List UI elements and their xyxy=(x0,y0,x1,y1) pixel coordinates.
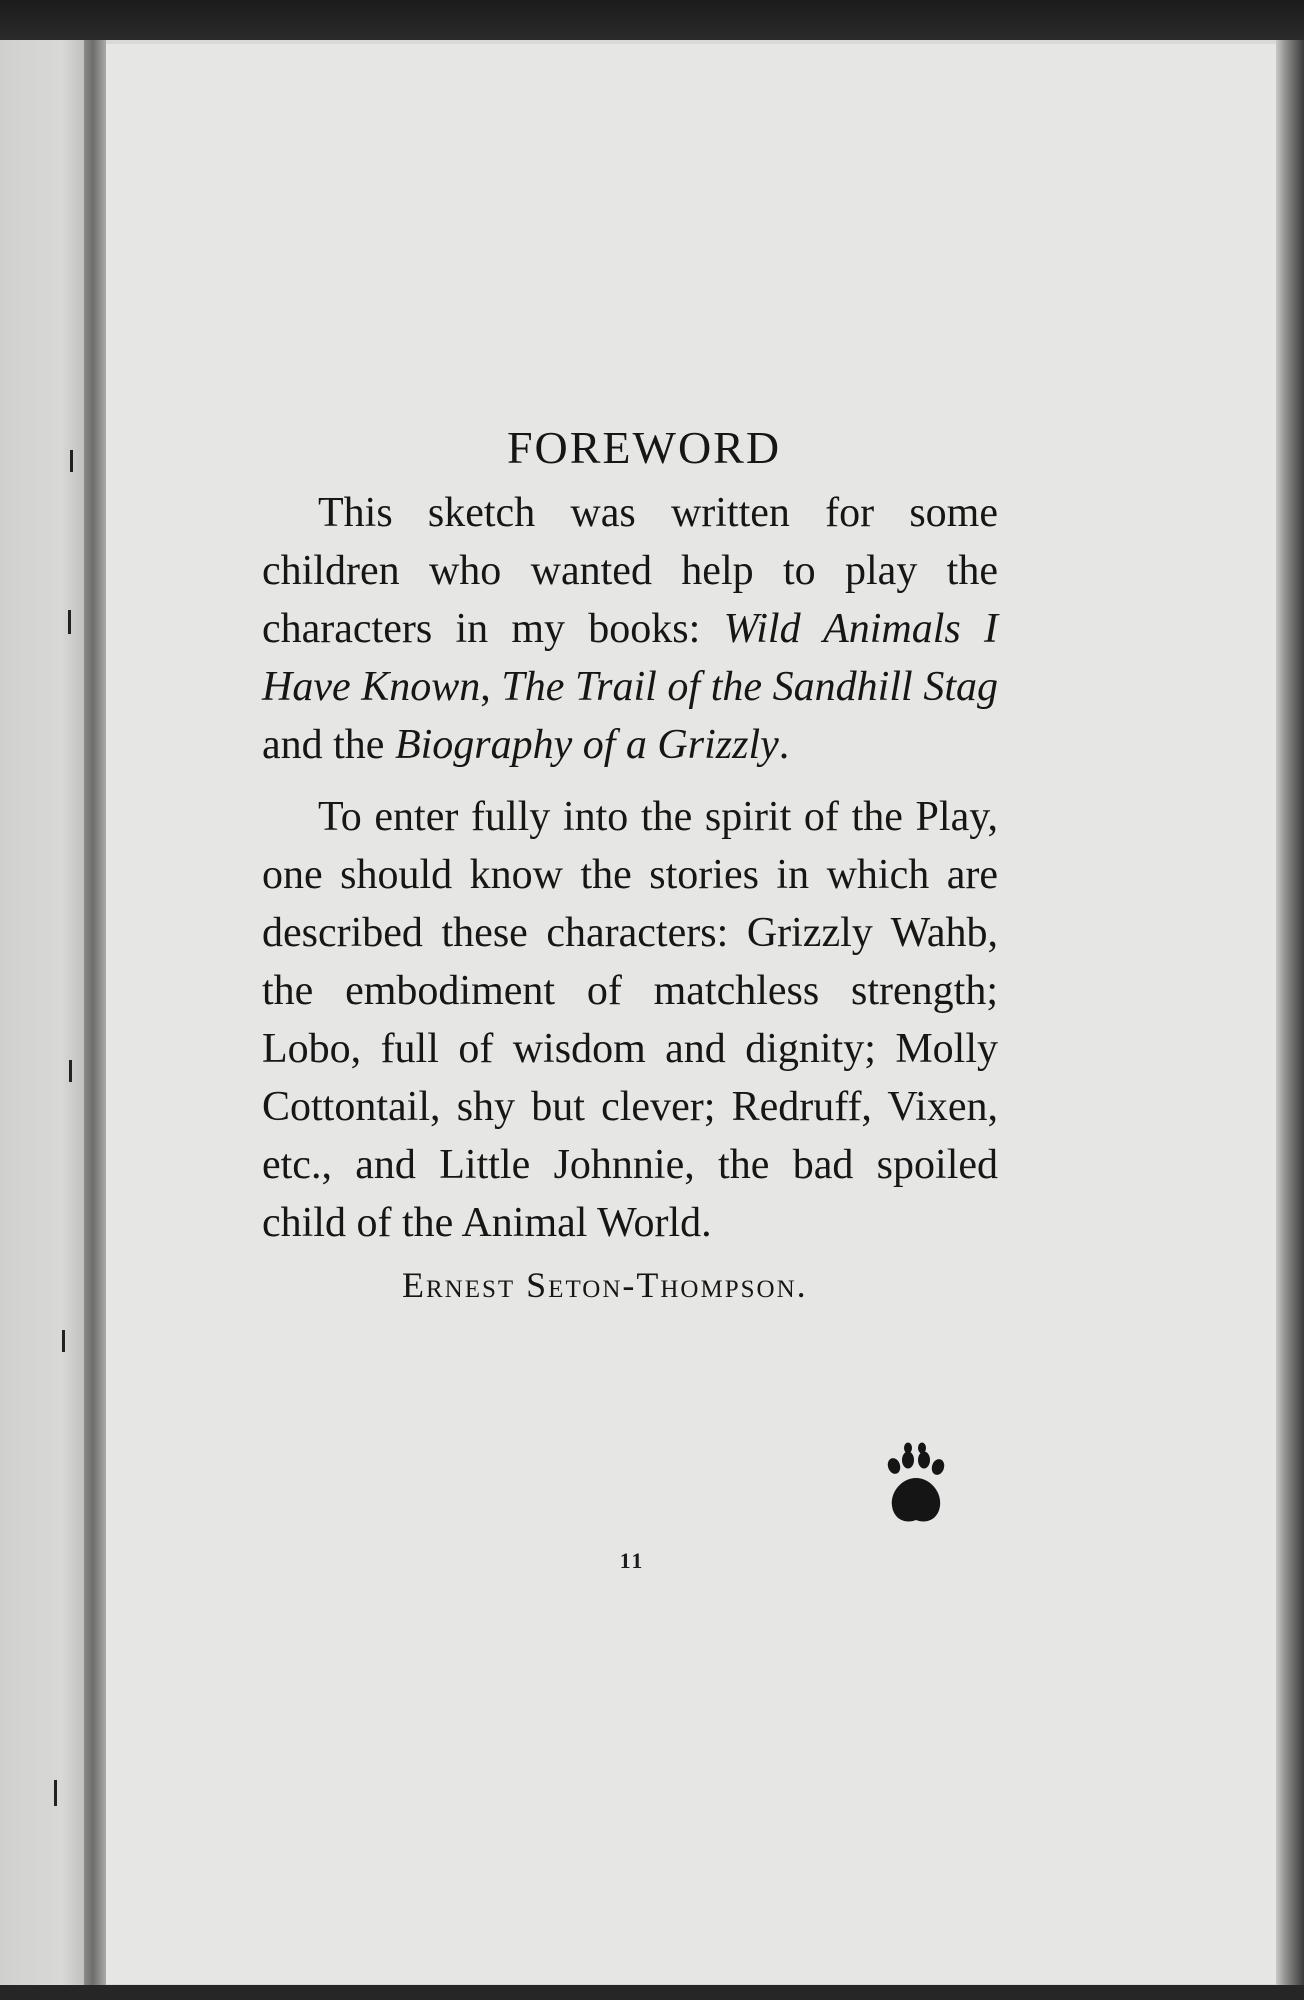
facing-page-mark xyxy=(62,1330,65,1352)
paragraph-text: and the xyxy=(262,722,395,768)
scan-top-edge xyxy=(0,0,1304,40)
scan-bottom-edge xyxy=(0,1985,1304,2000)
facing-page-mark xyxy=(70,450,73,472)
paragraph-text: This sketch was written for some children who wanted help to play the characters in my books: xyxy=(262,490,998,652)
paw-print-icon xyxy=(880,1440,952,1530)
page-title: FOREWORD xyxy=(506,422,782,473)
facing-page-mark xyxy=(54,1780,57,1806)
book-title: The Trail of the Sandhill Stag xyxy=(501,664,998,710)
paragraph-text: , xyxy=(480,664,502,710)
foreword-paragraph-1 xyxy=(262,484,998,774)
facing-page-mark xyxy=(68,610,71,634)
facing-page-strip xyxy=(0,40,88,1985)
page-number: 11 xyxy=(619,1548,645,1573)
page-right-edge xyxy=(1276,40,1304,1985)
author-signature: Ernest Seton-Thompson. xyxy=(402,1265,808,1305)
paragraph-text: . xyxy=(778,722,790,768)
book-gutter xyxy=(84,40,106,1985)
foreword-paragraph-2: To enter fully into the spirit of the Play, one should know the stories in which are described these characters: Grizzly Wahb, the embodiment of matchless strength; Lobo, full of wisdom and dignity; Molly Cottontail, shy but clever; Redruff, Vixen, etc., and Little Johnnie, the bad spoiled child of the Animal World. xyxy=(262,794,998,1246)
page-body xyxy=(262,420,998,1310)
facing-page-mark xyxy=(69,1060,72,1082)
book-title: Biography of a Grizzly xyxy=(394,722,779,768)
book-title: Wild Animals I Have Known xyxy=(262,606,998,710)
